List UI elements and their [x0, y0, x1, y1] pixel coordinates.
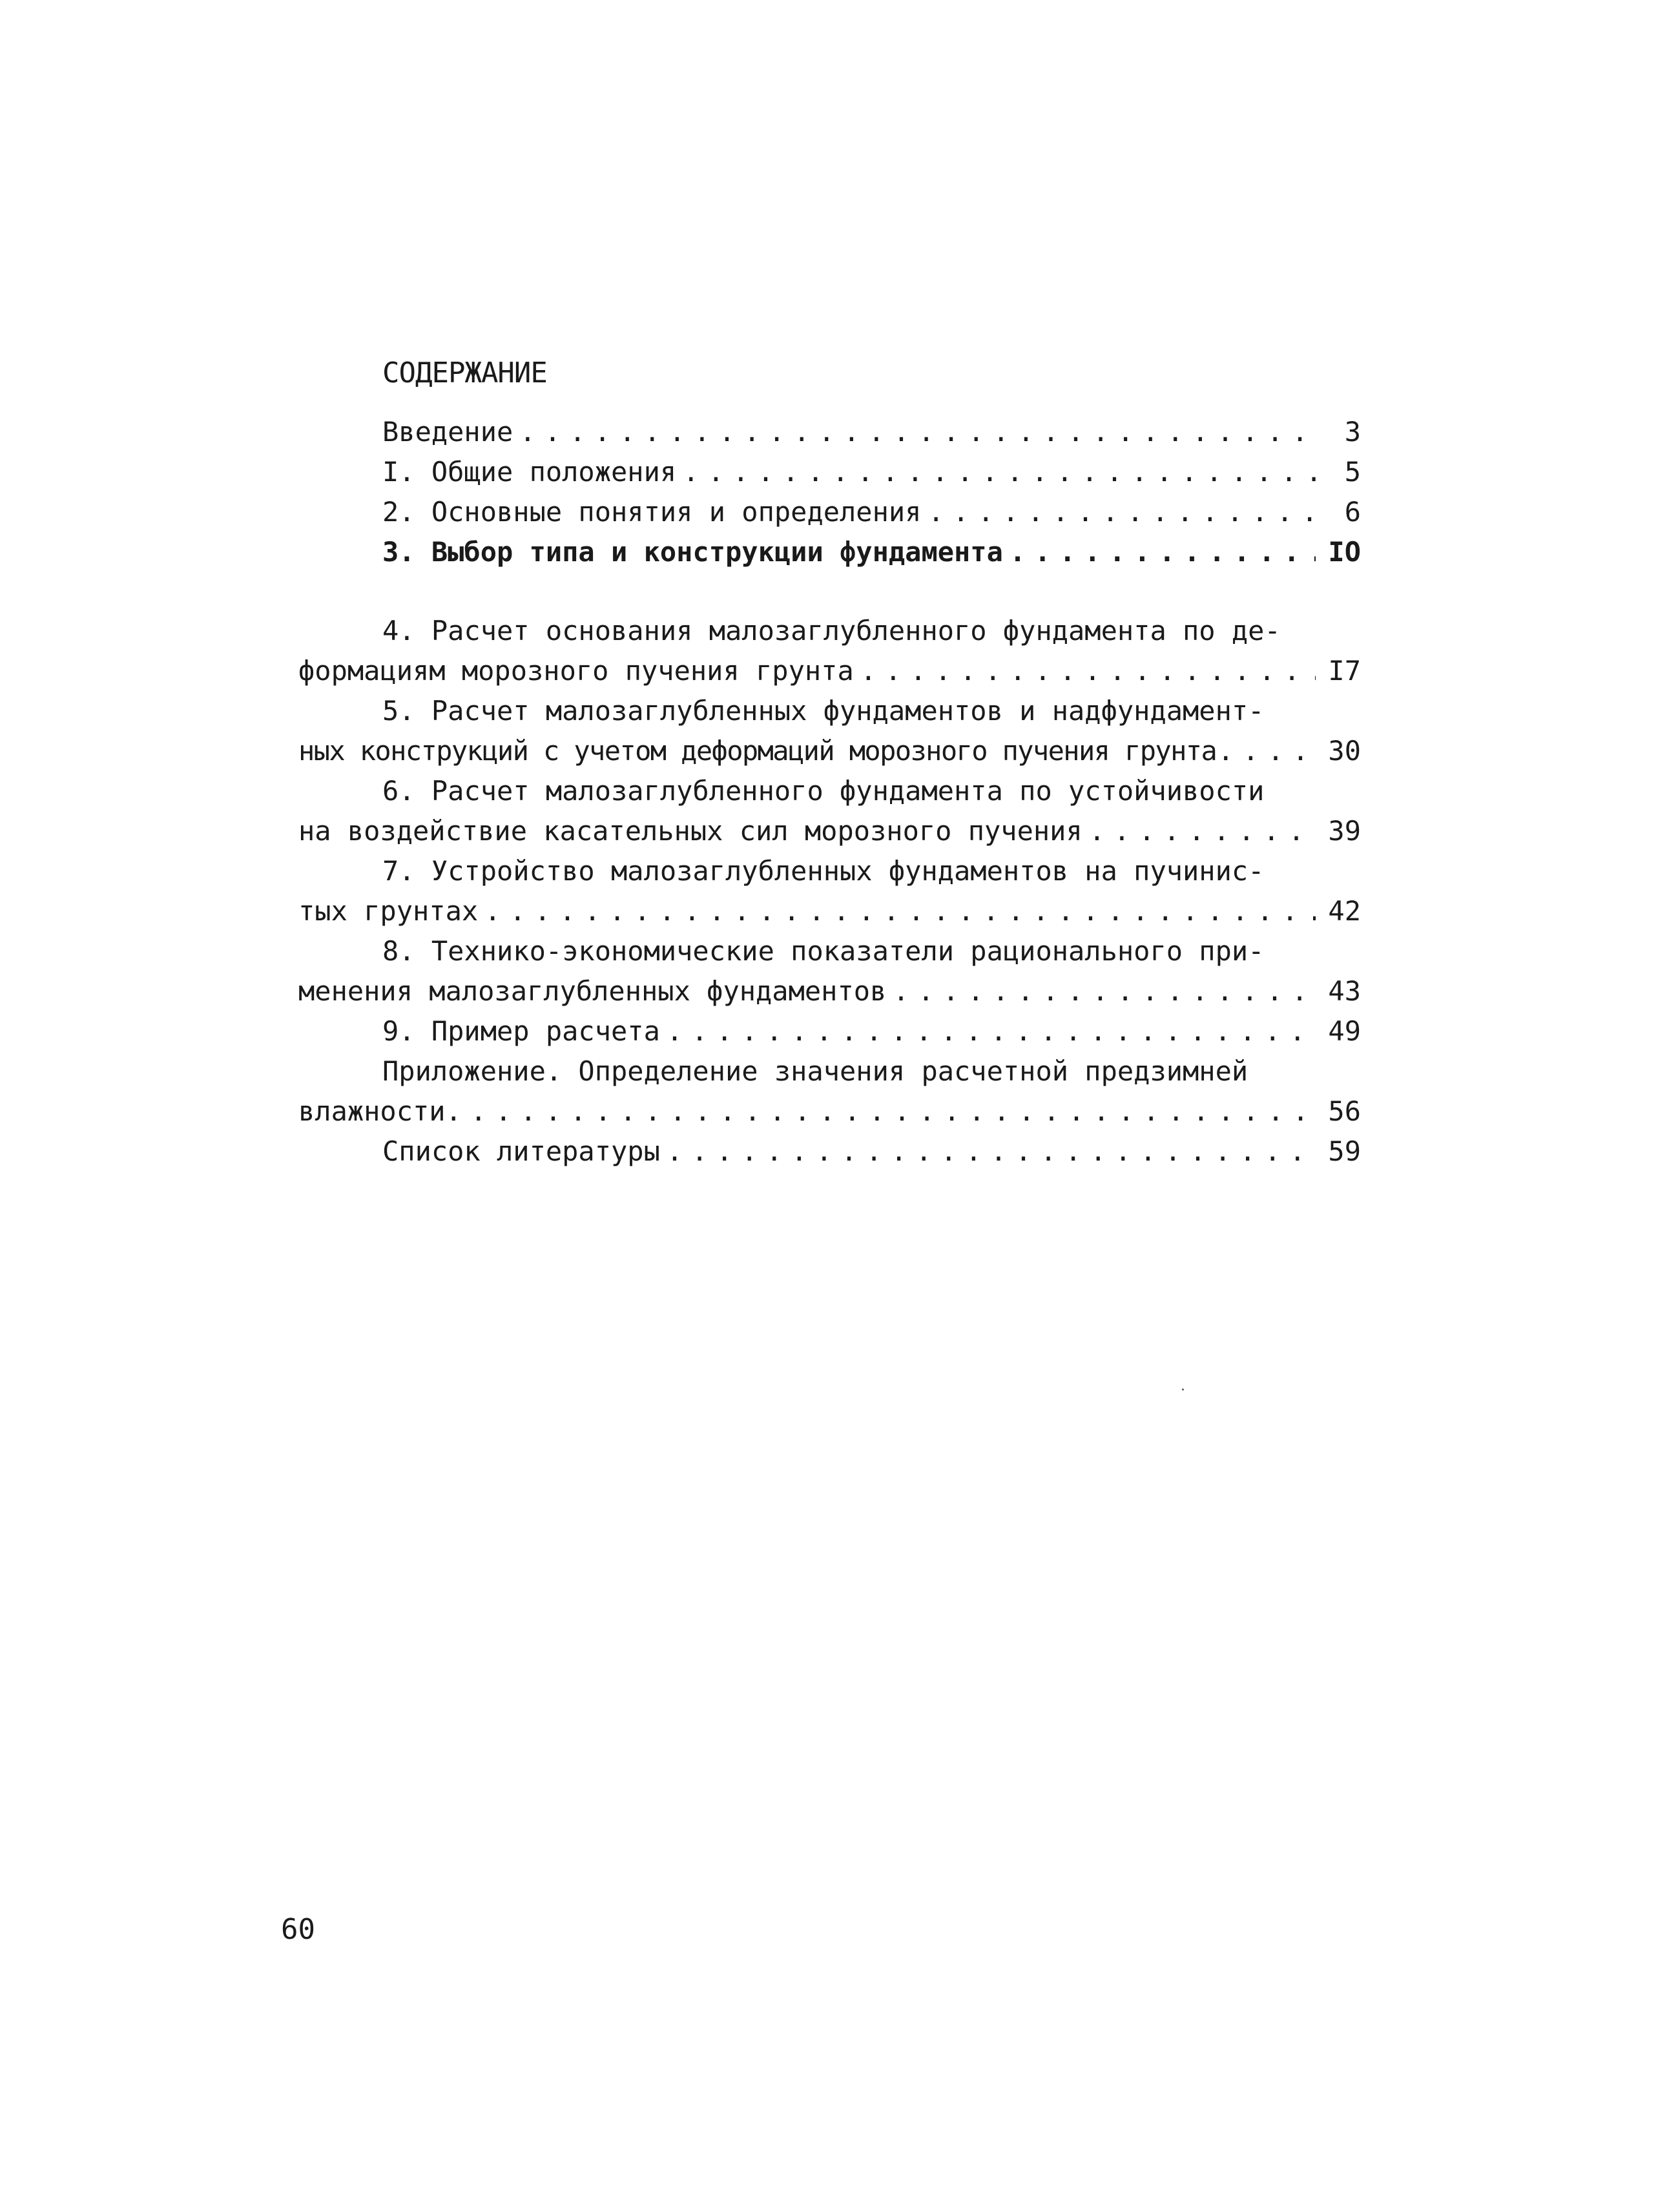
toc-entry-section-6[interactable]	[298, 771, 1361, 851]
toc-entry-label: I. Общие положения	[382, 456, 677, 488]
scan-speck	[1182, 1389, 1184, 1390]
toc-entry-page: I7	[1328, 655, 1361, 687]
toc-entry-section-7[interactable]	[298, 851, 1361, 931]
toc-entry-section-4[interactable]	[298, 611, 1361, 691]
toc-entry-label: Список литературы	[382, 1135, 660, 1167]
toc-entry-line2: влажности	[298, 1095, 446, 1127]
toc-entry-page: 42	[1328, 895, 1361, 927]
toc-entry-page: 39	[1328, 815, 1361, 847]
toc-entry-line2: ных конструкций с учетом деформаций морозного пучения грунта	[298, 735, 1217, 767]
toc-entry-page: 43	[1328, 975, 1361, 1007]
dot-leader	[519, 412, 1316, 452]
toc-entry-line1: 6. Расчет малозаглубленного фундамента по устойчивости	[382, 775, 1265, 807]
toc-entry-page: 56	[1328, 1095, 1361, 1127]
dot-leader	[683, 452, 1316, 492]
dot-leader	[484, 891, 1316, 931]
dot-leader	[927, 492, 1316, 532]
toc-entry-page: 3	[1344, 416, 1361, 448]
dot-leader	[1010, 532, 1316, 572]
table-of-contents	[298, 412, 1361, 1172]
toc-entry-section-5[interactable]	[298, 691, 1361, 771]
toc-entry-section-1[interactable]	[298, 452, 1361, 492]
toc-entry-section-2[interactable]	[298, 492, 1361, 532]
toc-entry-label: 3. Выбор типа и конструкции фундамента	[382, 536, 1003, 568]
toc-entry-introduction[interactable]	[298, 412, 1361, 452]
toc-entry-section-9[interactable]	[298, 1011, 1361, 1051]
dot-leader	[446, 1091, 1316, 1132]
toc-entry-appendix[interactable]	[298, 1051, 1361, 1132]
toc-entry-references[interactable]	[298, 1132, 1361, 1172]
toc-entry-label: 9. Пример расчета	[382, 1015, 660, 1047]
toc-entry-line2: на воздействие касательных сил морозного пучения	[298, 815, 1082, 847]
toc-entry-line1: 8. Технико-экономические показатели рационального при-	[382, 935, 1265, 967]
toc-title: СОДЕРЖАНИЕ	[382, 357, 547, 389]
toc-entry-line2: менения малозаглубленных фундаментов	[298, 975, 887, 1007]
toc-entry-line2: тых грунтах	[298, 895, 479, 927]
toc-entry-line2: формациям морозного пучения грунта	[298, 655, 854, 687]
dot-leader	[860, 651, 1316, 691]
toc-entry-section-3[interactable]	[298, 532, 1361, 572]
toc-entry-page: IO	[1328, 536, 1361, 568]
toc-entry-page: 30	[1328, 735, 1361, 767]
page-number: 60	[281, 1913, 315, 1946]
toc-entry-label: Введение	[382, 416, 513, 448]
toc-entry-line1: 5. Расчет малозаглубленных фундаментов и надфундамент-	[382, 695, 1265, 727]
spacer	[298, 572, 1361, 611]
toc-entry-page: 59	[1328, 1135, 1361, 1167]
toc-entry-page: 49	[1328, 1015, 1361, 1047]
dot-leader	[1217, 731, 1321, 771]
toc-entry-page: 6	[1344, 496, 1361, 528]
toc-entry-section-8[interactable]	[298, 931, 1361, 1011]
dot-leader	[1089, 811, 1316, 851]
toc-entry-line1: Приложение. Определение значения расчетной предзимней	[382, 1055, 1248, 1087]
toc-entry-line1: 7. Устройство малозаглубленных фундаментов на пучинис-	[382, 855, 1265, 887]
toc-entry-line1: 4. Расчет основания малозаглубленного фундамента по де-	[382, 615, 1281, 646]
toc-entry-label: 2. Основные понятия и определения	[382, 496, 922, 528]
toc-entry-page: 5	[1344, 456, 1361, 488]
dot-leader	[667, 1011, 1316, 1051]
dot-leader	[893, 971, 1316, 1011]
dot-leader	[667, 1132, 1316, 1172]
